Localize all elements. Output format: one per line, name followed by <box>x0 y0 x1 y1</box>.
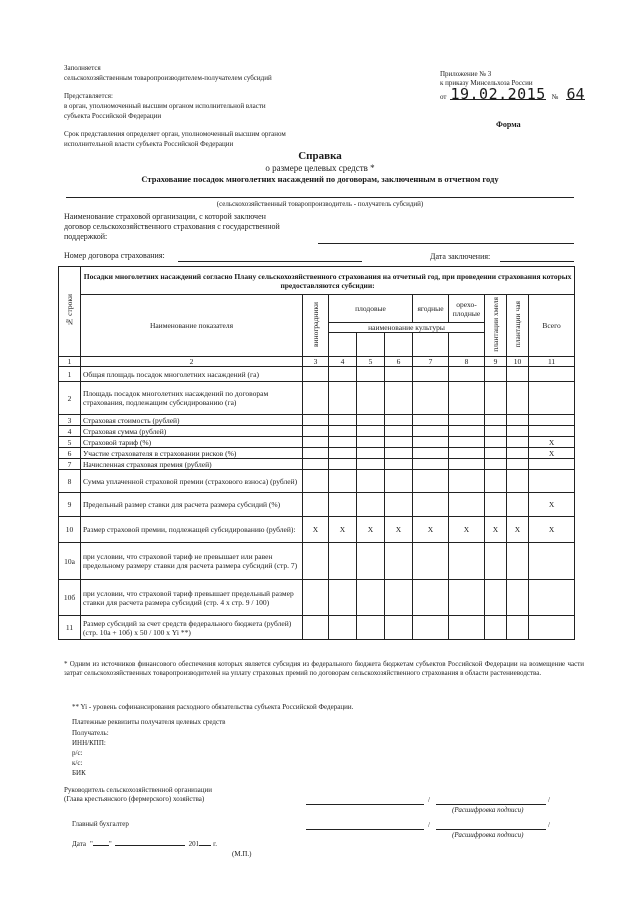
slash-2: / <box>548 796 550 804</box>
row-indicator-name: Площадь посадок многолетних насаждений по договорам страхования, подлежащим субсидированию (га) <box>81 382 303 415</box>
table-row <box>59 616 575 640</box>
value-cell[interactable] <box>413 543 449 580</box>
value-cell[interactable] <box>303 493 329 517</box>
x-mark-cell[interactable]: X <box>507 517 529 543</box>
value-cell[interactable] <box>329 543 357 580</box>
value-cell[interactable] <box>449 448 485 459</box>
row-indicator-name: Предельный размер ставки для расчета размера субсидий (%) <box>81 493 303 517</box>
value-cell[interactable] <box>529 415 575 426</box>
value-cell[interactable] <box>413 448 449 459</box>
value-cell[interactable] <box>357 459 385 470</box>
value-cell[interactable] <box>329 459 357 470</box>
footnote-2: ** Yi - уровень софинансирования расходного обязательства субъекта Российской Федерации. <box>72 703 354 711</box>
row-indicator-name: Страховой тариф (%) <box>81 437 303 448</box>
value-cell[interactable] <box>529 616 575 640</box>
value-cell[interactable] <box>357 382 385 415</box>
column-number-cell: 9 <box>485 357 507 367</box>
value-cell[interactable] <box>385 382 413 415</box>
row-indicator-name: при условии, что страховой тариф не превышает или равен предельному размеру ставки для расчета размера субсидий (стр. 7) <box>81 543 303 580</box>
value-cell[interactable] <box>507 616 529 640</box>
fill-who: сельскохозяйственным товаропроизводителем-получателем субсидий <box>64 74 272 82</box>
column-number-cell: 4 <box>329 357 357 367</box>
x-mark-cell[interactable]: X <box>413 517 449 543</box>
x-mark-cell[interactable]: X <box>357 517 385 543</box>
value-cell[interactable] <box>357 415 385 426</box>
value-cell[interactable] <box>485 437 507 448</box>
table-row <box>59 448 575 459</box>
value-cell[interactable] <box>329 580 357 616</box>
value-cell[interactable] <box>303 415 329 426</box>
value-cell[interactable] <box>413 459 449 470</box>
value-cell[interactable] <box>385 426 413 437</box>
row-number: 8 <box>59 470 81 493</box>
table-row <box>59 426 575 437</box>
value-cell[interactable] <box>303 382 329 415</box>
table-row <box>59 459 575 470</box>
col-name-header: Наименование показателя <box>81 295 303 357</box>
value-cell[interactable] <box>303 580 329 616</box>
row-number: 2 <box>59 382 81 415</box>
x-mark-cell[interactable]: X <box>529 448 575 459</box>
value-cell[interactable] <box>529 382 575 415</box>
column-number-cell: 8 <box>449 357 485 367</box>
date-month-line <box>115 845 185 846</box>
value-cell[interactable] <box>385 415 413 426</box>
number-sign: № <box>551 93 559 101</box>
header-left <box>64 64 384 150</box>
table-header-top: Посадки многолетних насаждений согласно Плану сельскохозяйственного страхования на отчетный год, при проведении страхования которых предоставляются субсидии: <box>81 267 575 295</box>
insurer-label <box>64 212 584 242</box>
row-number: 11 <box>59 616 81 640</box>
value-cell[interactable] <box>529 580 575 616</box>
value-cell[interactable] <box>485 493 507 517</box>
row-indicator-name: Страховая сумма (рублей) <box>81 426 303 437</box>
head-label-2: (Глава крестьянского (фермерского) хозяйства) <box>64 795 205 803</box>
col-berry-header: ягодные <box>413 295 449 323</box>
value-cell[interactable] <box>485 616 507 640</box>
value-cell[interactable] <box>329 616 357 640</box>
col-hops-header <box>485 295 507 357</box>
col-total-header: Всего <box>529 295 575 357</box>
value-cell[interactable] <box>413 493 449 517</box>
value-cell[interactable] <box>507 580 529 616</box>
value-cell[interactable] <box>529 367 575 382</box>
table-row <box>59 382 575 415</box>
value-cell[interactable] <box>413 426 449 437</box>
col-culture-header: наименование культуры <box>329 323 485 333</box>
value-cell[interactable] <box>529 426 575 437</box>
value-cell[interactable] <box>329 437 357 448</box>
culture-cell <box>413 333 449 357</box>
value-cell[interactable] <box>385 470 413 493</box>
value-cell[interactable] <box>485 448 507 459</box>
x-mark-cell[interactable]: X <box>485 517 507 543</box>
column-number-cell: 6 <box>385 357 413 367</box>
value-cell[interactable] <box>413 580 449 616</box>
deadline-2: исполнительной власти субъекта Российской Федерации <box>64 140 234 148</box>
accountant-signature-line <box>306 829 424 830</box>
value-cell[interactable] <box>413 470 449 493</box>
row-indicator-name: Участие страхователя в страховании рисков (%) <box>81 448 303 459</box>
value-cell[interactable] <box>357 616 385 640</box>
col-tea-header <box>507 295 529 357</box>
head-name-line <box>436 804 546 805</box>
date-day-line <box>93 845 109 846</box>
value-cell[interactable] <box>507 426 529 437</box>
doc-subtitle: о размере целевых средств * <box>265 163 375 173</box>
producer-note: (сельскохозяйственный товаропроизводитель - получатель субсидий) <box>216 200 424 208</box>
col-fruit-header: плодовые <box>329 295 413 323</box>
value-cell[interactable] <box>357 493 385 517</box>
row-indicator-name: при условии, что страховой тариф превышает предельный размер ставки для расчета размера субсидий (стр. 4 х стр. 9 / 100) <box>81 580 303 616</box>
value-cell[interactable] <box>449 367 485 382</box>
value-cell[interactable] <box>485 470 507 493</box>
value-cell[interactable] <box>529 470 575 493</box>
value-cell[interactable] <box>449 437 485 448</box>
column-number-cell: 10 <box>507 357 529 367</box>
column-number-cell: 7 <box>413 357 449 367</box>
table-row <box>59 543 575 580</box>
value-cell[interactable] <box>485 543 507 580</box>
row-number: 1 <box>59 367 81 382</box>
value-cell[interactable] <box>449 470 485 493</box>
contract-number-label: Номер договора страхования: <box>64 251 165 260</box>
value-cell[interactable] <box>385 580 413 616</box>
culture-cell <box>385 333 413 357</box>
value-cell[interactable] <box>357 426 385 437</box>
doc-title: Справка <box>298 150 342 162</box>
value-cell[interactable] <box>485 426 507 437</box>
row-indicator-name: Страховая стоимость (рублей) <box>81 415 303 426</box>
row-number: 10 <box>59 517 81 543</box>
contract-date-label: Дата заключения: <box>430 252 491 261</box>
x-mark-cell[interactable]: X <box>529 437 575 448</box>
ks-label: к/с: <box>72 759 83 767</box>
col-rownum-label: № строки <box>65 294 74 327</box>
slash-1: / <box>428 796 430 804</box>
value-cell[interactable] <box>485 367 507 382</box>
value-cell[interactable] <box>357 448 385 459</box>
value-cell[interactable] <box>507 448 529 459</box>
value-cell[interactable] <box>449 382 485 415</box>
value-cell[interactable] <box>507 415 529 426</box>
culture-cell <box>357 333 385 357</box>
row-number: 10б <box>59 580 81 616</box>
value-cell[interactable] <box>449 543 485 580</box>
producer-line <box>66 197 574 198</box>
value-cell[interactable] <box>485 580 507 616</box>
footnote-1: * Одним из источников финансового обеспечения которых является субсидия из федерального бюджета бюджетам субъектов Российской Федерации на возмещение части затрат сельскохозяйственных товаропроизводителей на уплату страховых премий по договорам сельскохозяйственного страхования в области растениеводства. <box>64 660 584 677</box>
value-cell[interactable] <box>507 459 529 470</box>
deadline-1: Срок представления определяет орган, уполномоченный высшим органом <box>64 130 286 138</box>
submit-label: Представляется: <box>64 92 113 100</box>
insurer-line-2: договор сельскохозяйственного страхования с государственной <box>64 222 280 231</box>
row-number: 3 <box>59 415 81 426</box>
value-cell[interactable] <box>507 382 529 415</box>
culture-cell <box>329 333 357 357</box>
inn-label: ИНН/КПП: <box>72 739 106 747</box>
table-body <box>59 367 575 640</box>
submit-who-1: в орган, уполномоченный высшим органом исполнительной власти <box>64 102 266 110</box>
slash-4: / <box>548 821 550 829</box>
value-cell[interactable] <box>385 437 413 448</box>
value-cell[interactable] <box>485 415 507 426</box>
col-hops-label: плантации хмеля <box>491 297 500 352</box>
value-cell[interactable] <box>449 415 485 426</box>
value-cell[interactable] <box>357 580 385 616</box>
date-year-line <box>199 845 211 846</box>
culture-cell <box>449 333 485 357</box>
value-cell[interactable] <box>357 367 385 382</box>
x-mark-cell[interactable]: X <box>303 517 329 543</box>
value-cell[interactable] <box>529 543 575 580</box>
value-cell[interactable] <box>529 459 575 470</box>
row-indicator-name: Общая площадь посадок многолетних насаждений (га) <box>81 367 303 382</box>
table-row <box>59 437 575 448</box>
submit-who-2: субъекта Российской Федерации <box>64 112 162 120</box>
x-mark-cell[interactable]: X <box>449 517 485 543</box>
row-indicator-name: Сумма уплаченной страховой премии (страхового взноса) (рублей) <box>81 470 303 493</box>
value-cell[interactable] <box>413 616 449 640</box>
contract-number-line <box>178 261 362 262</box>
value-cell[interactable] <box>507 493 529 517</box>
row-number: 9 <box>59 493 81 517</box>
col-nut-header: орехо-плодные <box>449 295 485 323</box>
value-cell[interactable] <box>385 493 413 517</box>
head-signature-line <box>306 804 424 805</box>
fill-label: Заполняется <box>64 64 101 72</box>
contract-date-line <box>500 261 574 262</box>
appendix-label: Приложение № 3 <box>440 70 492 78</box>
column-numbers-row <box>59 357 575 367</box>
accountant-name-line <box>436 829 546 830</box>
accountant-signature-note: (Расшифровка подписи) <box>452 831 524 839</box>
row-number: 5 <box>59 437 81 448</box>
date-year-label: 201 <box>188 840 200 848</box>
table-row <box>59 470 575 493</box>
value-cell[interactable] <box>385 459 413 470</box>
requisites-label: Платежные реквизиты получателя целевых средств <box>72 718 226 726</box>
row-indicator-name: Размер страховой премии, подлежащей субсидированию (рублей): <box>81 517 303 543</box>
recipient-label: Получатель: <box>72 729 109 737</box>
insurer-line-3: поддержкой: <box>64 232 108 241</box>
col-tea-label: плантации чая <box>513 301 522 348</box>
date-label: Дата <box>72 840 86 848</box>
value-cell[interactable] <box>507 470 529 493</box>
value-cell[interactable] <box>303 470 329 493</box>
value-cell[interactable] <box>385 448 413 459</box>
order-date: 19.02.2015 <box>450 85 546 103</box>
value-cell[interactable] <box>413 367 449 382</box>
header-right <box>440 70 600 102</box>
value-cell[interactable] <box>357 543 385 580</box>
value-cell[interactable] <box>303 459 329 470</box>
value-cell[interactable] <box>449 616 485 640</box>
x-mark-cell[interactable]: X <box>529 493 575 517</box>
value-cell[interactable] <box>507 367 529 382</box>
order-label: к приказу Минсельхоза России <box>440 79 533 87</box>
value-cell[interactable] <box>303 367 329 382</box>
col-rownum-header <box>59 267 81 357</box>
x-mark-cell[interactable]: X <box>385 517 413 543</box>
value-cell[interactable] <box>385 616 413 640</box>
value-cell[interactable] <box>485 459 507 470</box>
row-number: 6 <box>59 448 81 459</box>
row-indicator-name: Размер субсидий за счет средств федерального бюджета (рублей) (стр. 10а + 10б) х 50 / 100 х Yi **) <box>81 616 303 640</box>
value-cell[interactable] <box>507 543 529 580</box>
row-number: 7 <box>59 459 81 470</box>
seal-label: (М.П.) <box>232 850 252 858</box>
value-cell[interactable] <box>385 367 413 382</box>
row-indicator-name: Начисленная страховая премия (рублей) <box>81 459 303 470</box>
column-number-cell: 3 <box>303 357 329 367</box>
order-date-line <box>440 85 600 103</box>
value-cell[interactable] <box>449 580 485 616</box>
insurer-line <box>318 243 574 244</box>
value-cell[interactable] <box>303 426 329 437</box>
value-cell[interactable] <box>413 382 449 415</box>
from-label: от <box>440 93 447 101</box>
column-number-cell: 11 <box>529 357 575 367</box>
date-block: Дата " " 201 г. <box>72 840 218 848</box>
doc-description: Страхование посадок многолетних насаждений по договорам, заключенным в отчетном году <box>141 174 499 184</box>
col-vineyards-header <box>303 295 329 357</box>
x-mark-cell[interactable]: X <box>329 517 357 543</box>
column-number-cell: 1 <box>59 357 81 367</box>
form-label: Форма <box>496 120 521 129</box>
value-cell[interactable] <box>303 543 329 580</box>
value-cell[interactable] <box>413 415 449 426</box>
value-cell[interactable] <box>385 543 413 580</box>
value-cell[interactable] <box>449 493 485 517</box>
indicators-table <box>58 266 575 640</box>
value-cell[interactable] <box>303 616 329 640</box>
value-cell[interactable] <box>357 470 385 493</box>
bik-label: БИК <box>72 769 86 777</box>
value-cell[interactable] <box>413 437 449 448</box>
value-cell[interactable] <box>485 382 507 415</box>
value-cell[interactable] <box>329 493 357 517</box>
table-row <box>59 415 575 426</box>
table-row <box>59 493 575 517</box>
value-cell[interactable] <box>329 415 357 426</box>
head-signature-note: (Расшифровка подписи) <box>452 806 524 814</box>
value-cell[interactable] <box>329 382 357 415</box>
value-cell[interactable] <box>329 448 357 459</box>
table-row <box>59 517 575 543</box>
slash-3: / <box>428 821 430 829</box>
x-mark-cell[interactable]: X <box>529 517 575 543</box>
value-cell[interactable] <box>329 470 357 493</box>
table-row <box>59 580 575 616</box>
chief-accountant-label: Главный бухгалтер <box>72 820 129 828</box>
head-label-1: Руководитель сельскохозяйственной организации <box>64 786 212 794</box>
head-block <box>64 786 212 804</box>
row-number: 4 <box>59 426 81 437</box>
column-number-cell: 2 <box>81 357 303 367</box>
value-cell[interactable] <box>303 437 329 448</box>
value-cell[interactable] <box>357 437 385 448</box>
col-vineyards-label: виноградники <box>311 302 320 347</box>
column-number-cell: 5 <box>357 357 385 367</box>
order-number: 64 <box>566 85 585 103</box>
insurer-line-1: Наименование страховой организации, с которой заключен <box>64 212 266 221</box>
value-cell[interactable] <box>303 448 329 459</box>
value-cell[interactable] <box>329 426 357 437</box>
value-cell[interactable] <box>449 426 485 437</box>
requisites-block <box>72 718 225 778</box>
rs-label: р/с: <box>72 749 83 757</box>
row-number: 10а <box>59 543 81 580</box>
value-cell[interactable] <box>449 459 485 470</box>
value-cell[interactable] <box>507 437 529 448</box>
table-row <box>59 367 575 382</box>
value-cell[interactable] <box>329 367 357 382</box>
